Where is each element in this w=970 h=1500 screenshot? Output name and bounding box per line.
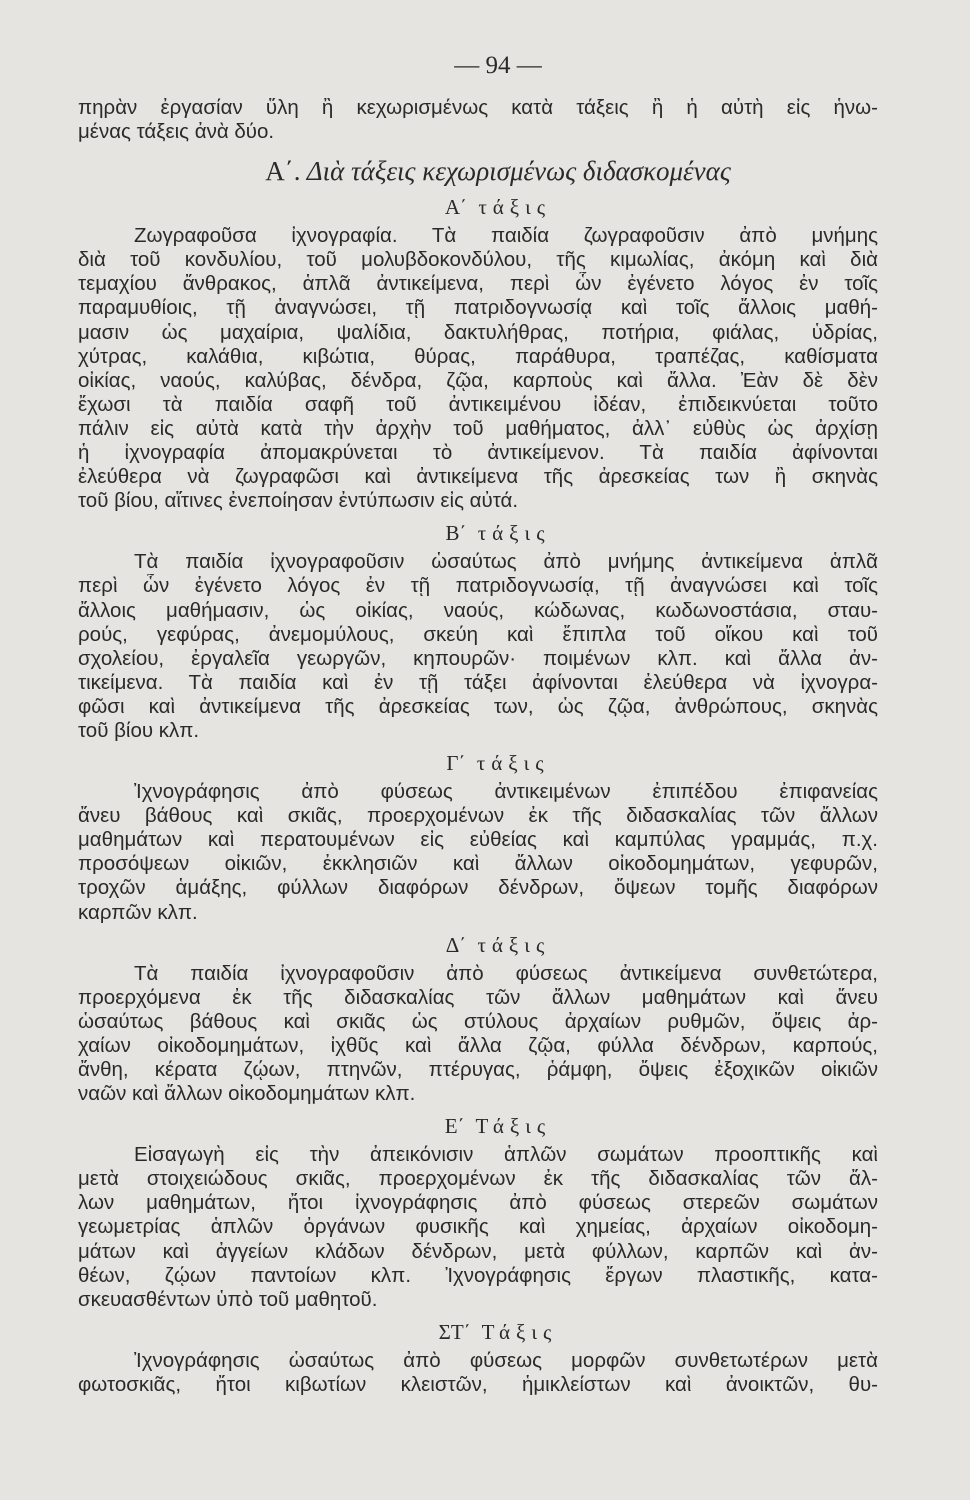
class-heading bbox=[118, 933, 878, 958]
section-paragraph bbox=[78, 962, 878, 1107]
text-line: ἔχωσι τὰ παιδία σαφῆ τοῦ ἀντικειμένου ἰδέαν, ἐπιδεικνύεται τοῦτο bbox=[78, 392, 878, 416]
chapter-heading bbox=[118, 156, 878, 187]
class-label: τάξις bbox=[478, 195, 552, 220]
class-heading bbox=[118, 1114, 878, 1139]
class-label: Τάξις bbox=[475, 1114, 552, 1139]
text-line: σκευασθέντων ὑπὸ τοῦ μαθητοῦ. bbox=[78, 1287, 378, 1311]
text-line: ρούς, γεφύρας, ἀνεμομύλους, σκεύη καὶ ἔπιπλα τοῦ οἴκου καὶ τοῦ bbox=[78, 622, 878, 646]
text-line: περὶ ὧν ἐγένετο λόγος ἐν τῇ πατριδογνωσίᾳ, τῇ ἀναγνώσει καὶ τοῖς bbox=[78, 574, 878, 598]
text-line: Τὰ παιδία ἰχνογραφοῦσιν ὡσαύτως ἀπὸ μνήμης ἀντικείμενα ἁπλᾶ bbox=[134, 550, 878, 574]
text-line: σχολείου, ἐργαλεῖα γεωργῶν, κηπουρῶν· ποιμένων κλπ. καὶ ἄλλα ἀν- bbox=[78, 646, 878, 670]
text-line: Εἰσαγωγὴ εἰς τὴν ἀπεικόνισιν ἁπλῶν σωμάτων προοπτικῆς καὶ bbox=[134, 1143, 878, 1167]
text-line: χαίων οἰκοδομημάτων, ἰχθῦς καὶ ἄλλα ζῷα, φύλλα δένδρων, καρπούς, bbox=[78, 1033, 878, 1057]
chapter-roman-numeral: Α΄. bbox=[265, 156, 301, 187]
class-heading bbox=[118, 195, 878, 220]
chapter-title: Διὰ τάξεις κεχωρισμένως διδασκομένας bbox=[306, 156, 731, 187]
class-section bbox=[78, 1320, 878, 1397]
text-line: ἡ ἰχνογραφία ἀπομακρύνεται τὸ ἀντικείμενον. Τὰ παιδία ἀφίνονται bbox=[78, 441, 878, 465]
text-line: θέων, ζῴων παντοίων κλπ. Ἰχνογράφησις ἔργων πλαστικῆς, κατα- bbox=[78, 1263, 878, 1287]
text-line: προερχόμενα ἐκ τῆς διδασκαλίας τῶν ἄλλων μαθημάτων καὶ ἄνευ bbox=[78, 985, 878, 1009]
text-line: τοῦ βίου, αἵτινες ἐνεποίησαν ἐντύπωσιν εἰς αὐτά. bbox=[78, 489, 519, 513]
text-line: ἄνθη, κέρατα ζῴων, πτηνῶν, πτέρυγας, ῥάμφη, ὄψεις ἐξοχικῶν οἰκιῶν bbox=[78, 1058, 878, 1081]
text-line: μαθημάτων καὶ περατουμένων εἰς εὐθείας καὶ καμπύλας γραμμάς, π.χ. bbox=[78, 828, 878, 852]
text-line: χύτρας, καλάθια, κιβώτια, θύρας, παράθυρα, τραπέζας, καθίσματα bbox=[78, 344, 878, 368]
class-section bbox=[78, 933, 878, 1107]
class-roman-numeral: Β΄ bbox=[445, 521, 467, 546]
text-line: τεμαχίου ἄνθρακος, ἁπλᾶ ἀντικείμενα, περὶ ὧν ἐγένετο λόγος ἐν τοῖς bbox=[78, 272, 878, 296]
text-line: μασιν ὡς μαχαίρια, ψαλίδια, δακτυλήθρας, ποτήρια, φιάλας, ὑδρίας, bbox=[78, 320, 878, 344]
class-section bbox=[78, 751, 878, 925]
class-heading bbox=[118, 751, 878, 776]
class-heading bbox=[118, 521, 878, 546]
text-line: ἄνευ βάθους καὶ σκιᾶς, προερχομένων ἐκ τῆς διδασκαλίας τῶν ἄλλων bbox=[78, 804, 878, 828]
text-line: τικείμενα. Τὰ παιδία καὶ ἐν τῇ τάξει ἀφίνονται ἐλεύθερα νὰ ἰχνογρα- bbox=[78, 670, 878, 694]
class-section bbox=[78, 1114, 878, 1312]
section-paragraph bbox=[78, 780, 878, 925]
text-line: πάλιν εἰς αὐτὰ κατὰ τὴν ἀρχὴν τοῦ μαθήματος, ἀλλ᾽ εὐθὺς ὡς ἀρχίσῃ bbox=[78, 416, 878, 440]
section-paragraph bbox=[78, 1349, 878, 1397]
text-line: μένας τάξεις ἀνὰ δύο. bbox=[78, 120, 275, 144]
text-line: ὡσαύτως βάθους καὶ σκιᾶς ὡς στύλους ἀρχαίων ρυθμῶν, ὄψεις ἀρ- bbox=[78, 1009, 878, 1033]
text-line: οἰκίας, ναούς, καλύβας, δένδρα, ζῷα, καρποὺς καὶ ἄλλα. Ἐὰν δὲ δὲν bbox=[78, 368, 878, 392]
text-line: φωτοσκιᾶς, ἤτοι κιβωτίων κλειστῶν, ἡμικλείστων καὶ ἀνοικτῶν, θυ- bbox=[78, 1372, 878, 1396]
class-section bbox=[78, 195, 878, 513]
text-line: μετὰ στοιχειώδους σκιᾶς, προερχομένων ἐκ τῆς διδασκαλίας τῶν ἄλ- bbox=[78, 1167, 878, 1191]
text-line: φῶσι καὶ ἀντικείμενα τῆς ἀρεσκείας των, ὡς ζῷα, ἀνθρώπους, σκηνὰς bbox=[78, 694, 878, 718]
class-roman-numeral: Α΄ bbox=[444, 195, 468, 220]
text-line: Ἰχνογράφησις ὡσαύτως ἀπὸ φύσεως μορφῶν συνθετωτέρων μετὰ bbox=[134, 1348, 878, 1372]
section-paragraph bbox=[78, 550, 878, 743]
text-line: ναῶν καὶ ἄλλων οἰκοδομημάτων κλπ. bbox=[78, 1082, 416, 1106]
class-roman-numeral: Γ΄ bbox=[446, 751, 466, 776]
text-line: ἄλλοις μαθήμασιν, ὡς οἰκίας, ναούς, κώδωνας, κωδωνοστάσια, σταυ- bbox=[78, 598, 878, 622]
class-section bbox=[78, 521, 878, 743]
section-paragraph bbox=[78, 224, 878, 513]
text-line: διὰ τοῦ κονδυλίου, τοῦ μολυβδοκονδύλου, τῆς κιμωλίας, ἀκόμη καὶ διὰ bbox=[78, 248, 878, 272]
text-line: γεωμετρίας ἁπλῶν ὀργάνων φυσικῆς καὶ χημείας, ἀρχαίων οἰκοδομη- bbox=[78, 1215, 878, 1239]
text-line: λων μαθημάτων, ἤτοι ἰχνογράφησις ἀπὸ φύσεως στερεῶν σωμάτων bbox=[78, 1191, 878, 1215]
text-line: μάτων καὶ ἀγγείων κλάδων δένδρων, μετὰ φύλλων, καρπῶν καὶ ἀν- bbox=[78, 1239, 878, 1263]
text-line: παραμυθίοις, τῇ ἀναγνώσει, τῇ πατριδογνωσίᾳ καὶ τοῖς ἄλλοις μαθή- bbox=[78, 296, 878, 320]
class-roman-numeral: ΣΤ΄ bbox=[438, 1319, 471, 1344]
class-label: τάξις bbox=[477, 932, 551, 957]
section-paragraph bbox=[78, 1143, 878, 1312]
intro-paragraph bbox=[78, 96, 878, 144]
class-roman-numeral: Δ΄ bbox=[445, 932, 467, 957]
sections-container bbox=[78, 195, 878, 1397]
text-line: προσόψεων οἰκιῶν, ἐκκλησιῶν καὶ ἄλλων οἰκοδομημάτων, γεφυρῶν, bbox=[78, 852, 878, 876]
text-line: Τὰ παιδία ἰχνογραφοῦσιν ἀπὸ φύσεως ἀντικείμενα συνθετώτερα, bbox=[134, 961, 878, 985]
class-heading bbox=[118, 1320, 878, 1345]
text-line: καρπῶν κλπ. bbox=[78, 900, 198, 924]
page-number: — 94 — bbox=[454, 52, 542, 79]
class-roman-numeral: Ε΄ bbox=[444, 1114, 465, 1139]
text-line: Ζωγραφοῦσα ἰχνογραφία. Τὰ παιδία ζωγραφοῦσιν ἀπὸ μνήμης bbox=[134, 224, 878, 248]
text-line: Ἰχνογράφησις ἀπὸ φύσεως ἀντικειμένων ἐπιπέδου ἐπιφανείας bbox=[134, 780, 878, 804]
class-label: Τάξις bbox=[481, 1319, 558, 1344]
text-line: πηρὰν ἐργασίαν ὕλη ἢ κεχωρισμένως κατὰ τάξεις ἢ ἡ αὐτὴ εἰς ἡνω- bbox=[78, 96, 878, 119]
class-label: τάξις bbox=[477, 521, 551, 546]
class-label: τάξις bbox=[476, 751, 550, 776]
text-line: ἐλεύθερα νὰ ζωγραφῶσι καὶ ἀντικείμενα τῆς ἀρεσκείας των ἢ σκηνὰς bbox=[78, 465, 878, 489]
text-line: τροχῶν ἁμάξης, φύλλων διαφόρων δένδρων, ὄψεων τομῆς διαφόρων bbox=[78, 876, 878, 900]
text-line: τοῦ βίου κλπ. bbox=[78, 718, 200, 742]
